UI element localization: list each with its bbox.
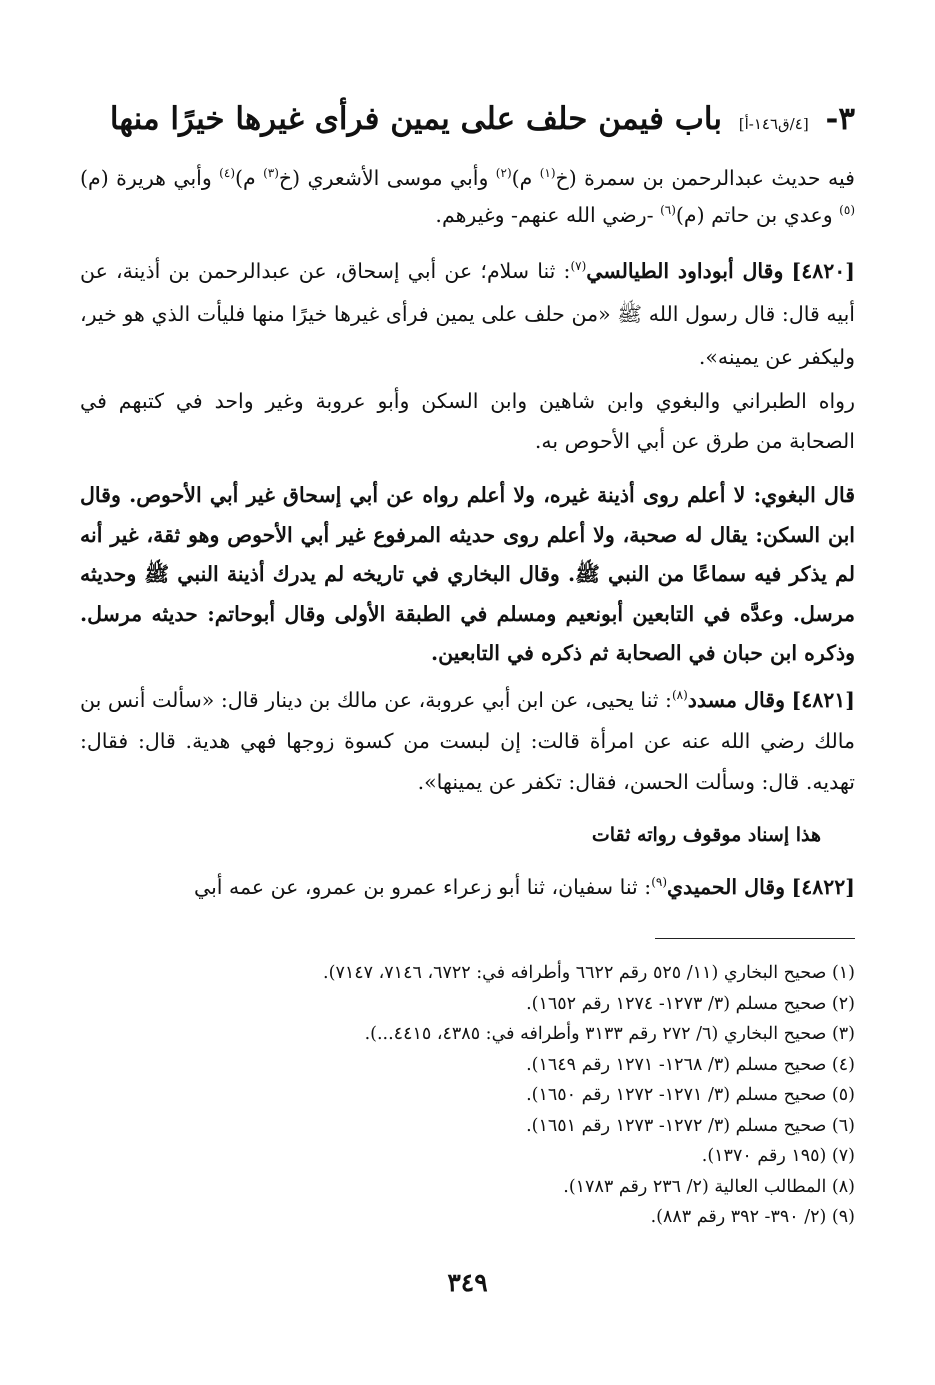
footnote-divider	[655, 938, 855, 939]
footnote-ref: (٢)	[495, 166, 512, 181]
intro-text: م)	[511, 166, 540, 190]
book-page	[80, 0, 855, 1385]
hadith-narrator: وقال الحميدي	[667, 875, 786, 899]
intro-text: وأبي موسى الأشعري (خ	[278, 166, 496, 190]
footnote-ref: (٧)	[570, 259, 587, 274]
footnote-ref: (٦)	[660, 203, 676, 218]
intro-text: وأبي هريرة (م)	[80, 166, 220, 190]
hadith-4822	[80, 866, 855, 908]
hadith-4821	[80, 680, 855, 803]
footnote: (٣) صحيح البخاري (٦/ ٢٧٢ رقم ٣١٣٣ وأطرافه في: ٤٣٨٥، ٤٤١٥...).	[364, 1024, 855, 1044]
footnote-ref: (٣)	[263, 166, 279, 181]
hadith-text: : ثنا يحيى، عن ابن أبي عروبة، عن مالك بن دينار قال: «سألت أنس بن مالك رضي الله عنه عن امرأة قالت: إن لبست من كسوة زوجها فهي هدية. قال: فقال: تهديه. قال: وسألت الحسن، فقال: تكفر عن يمينها».	[80, 688, 855, 794]
footnote: (٤) صحيح مسلم (٣/ ١٢٦٨- ١٢٧١ رقم ١٦٤٩).	[526, 1054, 855, 1075]
footnote-ref: (٩)	[651, 875, 668, 890]
commentary-paragraph: قال البغوي: لا أعلم روى أذينة غيره، ولا أعلم رواه عن أبي إسحاق غير أبي الأحوص. وقال ابن السكن: يقال له صحبة، ولا أعلم روى حديثه المرفوع غير أبي الأحوص وهو ثقة، غير أنه لم يذكر فيه سماعًا من النبي ﷺ. وقال البخاري في تاريخه لم يدرك أذينة النبي ﷺ وحديثه مرسل. وعدَّه في التابعين أبونعيم ومسلم في الطبقة الأولى وقال أبوحاتم: حديثه مرسل. وذكره ابن حبان في الصحابة ثم ذكره في التابعين.	[80, 483, 855, 665]
hadith-narrator: وقال مسدد	[687, 688, 785, 712]
intro-text: م)	[235, 166, 264, 190]
hadith-number: [٤٨٢١]	[791, 688, 855, 712]
hadith-4820	[80, 250, 855, 379]
footnote: (٦) صحيح مسلم (٣/ ١٢٧٢- ١٢٧٣ رقم ١٦٥١).	[526, 1115, 855, 1136]
footnote: (٨) المطالب العالية (٢/ ٢٣٦ رقم ١٧٨٣).	[563, 1176, 855, 1197]
chapter-heading	[80, 92, 855, 146]
riwaya-paragraph: رواه الطبراني والبغوي وابن شاهين وابن السكن وأبو عروبة وغير واحد في كتبهم في الصحابة من طرق عن أبي الأحوص به.	[80, 389, 855, 453]
manuscript-ref: [٤/ق١٤٦-أ]	[738, 115, 809, 133]
page-number: ٣٤٩	[447, 1268, 488, 1297]
footnote: (٧) (١٩٥ رقم ١٣٧٠).	[701, 1146, 855, 1166]
hadith-text: : ثنا سلام؛ عن أبي إسحاق، عن عبدالرحمن بن أذينة، عن أبيه قال: قال رسول الله ﷺ «من حلف على يمين فرأى غيرها خيرًا منها فليأت الذي هو خير، وليكفر عن يمينه».	[80, 259, 855, 369]
footnote-ref: (٨)	[671, 688, 688, 703]
isnad-note: هذا إسناد موقوف رواته ثقات	[591, 824, 821, 846]
hadith-number: [٤٨٢٢]	[791, 875, 855, 899]
hadith-number: [٤٨٢٠]	[791, 259, 855, 283]
footnote-ref: (٥)	[839, 203, 855, 218]
footnote: (٥) صحيح مسلم (٣/ ١٢٧١- ١٢٧٢ رقم ١٦٥٠).	[526, 1085, 855, 1105]
hadith-text: : ثنا سفيان، ثنا أبو زعراء عمرو بن عمرو، عن عمه أبي	[193, 875, 652, 899]
intro-paragraph	[80, 160, 855, 234]
chapter-title: باب فيمن حلف على يمين فرأى غيرها خيرًا منها	[109, 101, 722, 137]
intro-text: -رضي الله عنهم- وغيرهم.	[435, 203, 661, 227]
chapter-number: ٣-	[825, 101, 855, 137]
intro-text: فيه حديث عبدالرحمن بن سمرة (خ	[555, 166, 855, 190]
footnote-ref: (٤)	[219, 166, 235, 181]
footnotes-list	[80, 958, 855, 1233]
footnote: (٩) (٢/ ٣٩٠- ٣٩٢ رقم ٨٨٣).	[650, 1207, 855, 1227]
intro-text: وعدي بن حاتم (م)	[675, 203, 840, 227]
hadith-narrator: وقال أبوداود الطيالسي	[586, 259, 784, 283]
footnote: (٢) صحيح مسلم (٣/ ١٢٧٣- ١٢٧٤ رقم ١٦٥٢).	[526, 993, 855, 1014]
footnote: (١) صحيح البخاري (١١/ ٥٢٥ رقم ٦٦٢٢ وأطرافه في: ٦٧٢٢، ٧١٤٦، ٧١٤٧).	[323, 963, 855, 983]
footnote-ref: (١)	[539, 166, 556, 181]
